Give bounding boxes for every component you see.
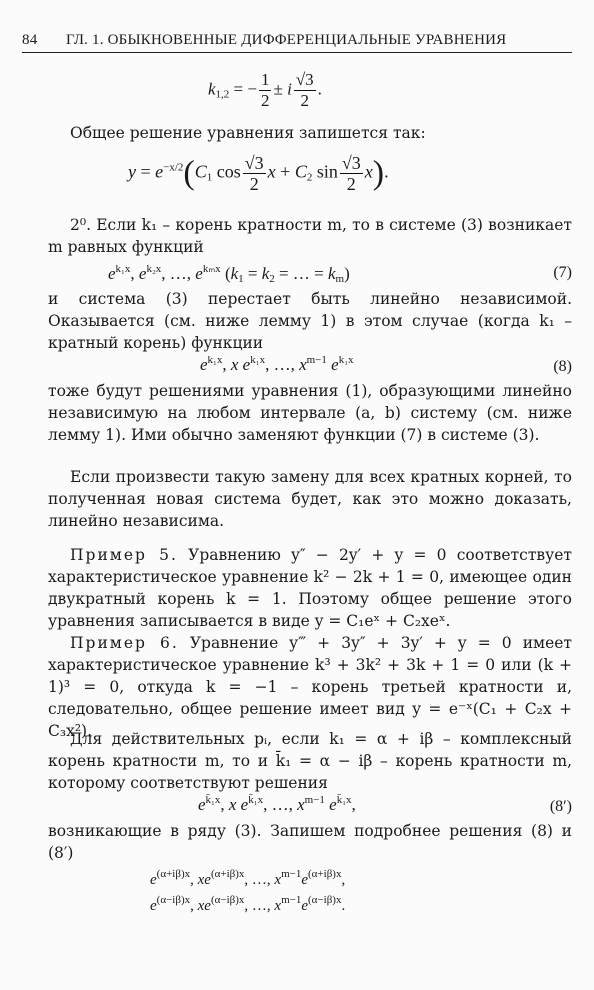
example-5	[48, 544, 572, 632]
equation-label-7: (7)	[553, 264, 572, 281]
paragraph-solutions: тоже будут решениями уравнения (1), образующими линейно независимую на любом интервале (a, b) систему (см. ниже лемму 1). Ими обычно заменяют функции (7) в системе (3).	[48, 382, 572, 444]
page-header	[22, 30, 572, 53]
example-5-text: Уравнению y″ − 2y′ + y = 0 соответствует характеристическое уравнение k² − 2k + 1 = 0, имеющее один двукратный корень k = 1. Поэтому общее решение этого уравнения записывается в виде y = C₁eˣ + C₂xeˣ.	[48, 546, 572, 630]
paragraph-detail: возникающие в ряду (3). Запишем подробнее решения (8) и (8′)	[48, 822, 572, 862]
paragraph-replacement: Если произвести такую замену для всех кратных корней, то полученная новая система будет, как это можно доказать, линейно независима.	[48, 468, 572, 530]
general-solution-formula: $y = e^{-x/2}(C_1$ cos $\frac{√3}{2}$ $x + C_2$ sin $\frac{√3}{2}$ x).	[128, 153, 389, 194]
conjugate-solutions-formula: $e^{k̄_1x}$, x $e^{k̄_1x}$, …, $x^{m-1}$ $e^{k̄_1x}$,	[198, 794, 356, 814]
paragraph-dependent: и система (3) перестает быть линейно независимой. Оказывается (см. ниже лемму 1) в этом случае (когда k₁ – кратный корень) функции	[48, 290, 572, 352]
example-6	[48, 632, 572, 742]
chapter-title: ГЛ. 1. ОБЫКНОВЕННЫЕ ДИФФЕРЕНЦИАЛЬНЫЕ УРАВНЕНИЯ	[66, 32, 507, 48]
expanded-solutions-formula-1: $e^{(\alpha+i\beta)x}$, $xe^{(\alpha+i\beta)x}$, …, $x^{m-1}e^{(\alpha+i\beta)x}$,	[150, 868, 346, 888]
equal-functions-formula: $e^{k_1x}$, $e^{k_2x}$, …, $e^{k_mx}$ ($k_1 = k_2$ = … = $k_m$)	[108, 263, 350, 285]
equation-label-8-prime: (8′)	[549, 798, 572, 815]
equation-label-8: (8)	[553, 358, 572, 375]
paragraph-complex-root: Для действительных pᵢ, если k₁ = α + iβ – комплексный корень кратности m, то и k̄₁ = α − iβ – корень кратности m, которому соответствуют решения	[48, 730, 572, 792]
page-number: 84	[22, 32, 38, 48]
roots-formula: $k_{1,2}$ = − $\frac{1}{2}$ ± i $\frac{√3}{2}$ .	[208, 70, 322, 110]
multiple-root-functions-formula: $e^{k_1x}$, x $e^{k_1x}$, …, $x^{m-1}$ $e^{k_1x}$	[200, 354, 354, 374]
paragraph-case-2: 2⁰. Если k₁ – корень кратности m, то в системе (3) возникает m равных функций	[48, 216, 572, 256]
paragraph-general-solution: Общее решение уравнения запишется так:	[70, 124, 426, 142]
expanded-solutions-formula-2: $e^{(\alpha-i\beta)x}$, $xe^{(\alpha-i\beta)x}$, …, $x^{m-1}e^{(\alpha-i\beta)x}$.	[150, 894, 346, 914]
example-6-title: Пример 6.	[70, 634, 179, 652]
example-6-text: Уравнение y‴ + 3y″ + 3y′ + y = 0 имеет характеристическое уравнение k³ + 3k² + 3k + 1 = 0 или (k + 1)³ = 0, откуда k = −1 – корень третьей кратности и, следовательно, общее решение имеет вид y = e⁻ˣ(C₁ + C₂x + C₃x²).	[48, 634, 573, 740]
example-5-title: Пример 5.	[70, 546, 178, 564]
